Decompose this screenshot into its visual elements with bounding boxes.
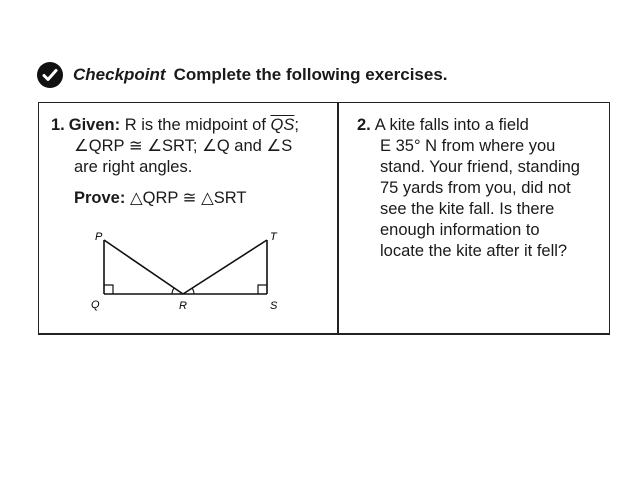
vertex-label-r: R bbox=[179, 300, 187, 312]
exercise-2-line-3: stand. Your friend, standing bbox=[380, 158, 580, 176]
segment-qs: $\overline{QS}$ bbox=[270, 116, 295, 134]
prove-text: △QRP ≅ △SRT bbox=[125, 189, 247, 207]
exercise-2-line-4: 75 yards from you, did not bbox=[380, 179, 571, 197]
exercise-1-line-2: ∠QRP ≅ ∠SRT; ∠Q and ∠S bbox=[74, 137, 293, 155]
segment-pr bbox=[104, 240, 183, 294]
given-text-b: ; bbox=[294, 116, 299, 134]
exercise-1-line-3: are right angles. bbox=[74, 158, 193, 176]
prove-label: Prove: bbox=[74, 189, 126, 207]
exercise-2 bbox=[357, 115, 607, 262]
right-angle-s bbox=[258, 285, 267, 294]
checkmark-icon bbox=[37, 62, 63, 88]
exercise-2-line-1 bbox=[357, 115, 607, 136]
vertex-label-t: T bbox=[270, 231, 277, 243]
given-text-a: R is the midpoint of bbox=[120, 116, 271, 134]
segment-rt bbox=[183, 240, 267, 294]
exercise-1-number: 1. bbox=[51, 116, 65, 134]
column-divider bbox=[337, 103, 339, 333]
vertex-label-q: Q bbox=[91, 299, 100, 311]
checkpoint-instructions: Complete the following exercises. bbox=[173, 65, 448, 84]
checkpoint-header bbox=[37, 62, 448, 88]
exercise-2-line-2: E 35° N from where you bbox=[380, 137, 556, 155]
angle-mark-r-left bbox=[172, 288, 174, 294]
exercises-table bbox=[38, 102, 610, 335]
given-label: Given: bbox=[68, 116, 121, 134]
exercise-2-line-7: locate the kite after it fell? bbox=[380, 242, 568, 260]
exercise-1-given bbox=[51, 115, 331, 136]
triangle-figure bbox=[86, 230, 286, 320]
exercise-1-prove bbox=[51, 188, 331, 209]
vertex-label-s: S bbox=[270, 300, 278, 312]
vertex-label-p: P bbox=[95, 231, 103, 243]
exercise-1 bbox=[51, 115, 331, 312]
exercise-2-number: 2. bbox=[357, 116, 371, 134]
angle-mark-r-right bbox=[192, 288, 194, 294]
exercise-2-line-5: see the kite fall. Is there bbox=[380, 200, 555, 218]
checkpoint-title: Checkpoint bbox=[73, 65, 166, 84]
exercise-2-line-6: enough information to bbox=[380, 221, 540, 239]
exercise-2-text-1: A kite falls into a field bbox=[374, 116, 529, 134]
given-text bbox=[120, 116, 299, 134]
right-angle-q bbox=[104, 285, 113, 294]
